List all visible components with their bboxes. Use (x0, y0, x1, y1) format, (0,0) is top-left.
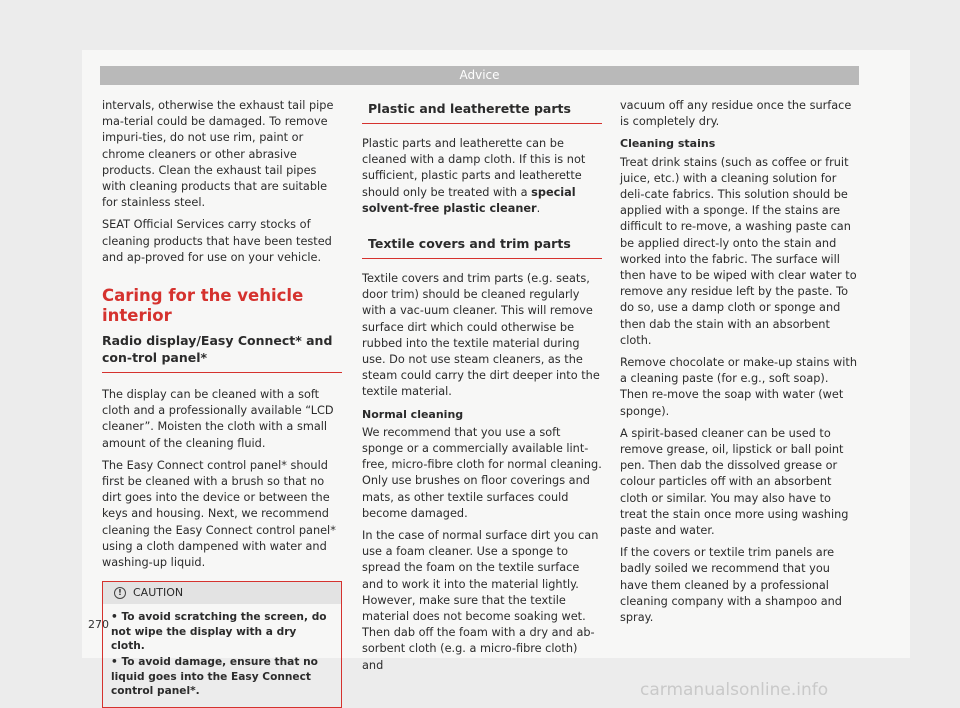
caution-bullet: • To avoid scratching the screen, do not wipe the display with a dry cloth. (111, 611, 327, 653)
paragraph: Remove chocolate or make-up stains with a cleaning paste (for e.g., soft soap). Then re-move the soap with water (wet sponge). (620, 356, 858, 418)
paragraph: A spirit-based cleaner can be used to remove grease, oil, lipstick or ball point pen. Then dab the dissolved grease or colour particles off with an absorbent cloth or similar. You may also have to treat the stain once more using washing paste and water. (620, 426, 849, 538)
emphasis-text: special solvent-free plastic cleaner (362, 185, 576, 215)
minor-heading: Cleaning stains (620, 137, 716, 151)
paragraph: In the case of normal surface dirt you can use a foam cleaner. Use a sponge to spread the foam on the textile surface and to work it into the material lightly. However, make sure that the textile material does not become soaking wet. Then dab off the foam with a dry and ab-sorbent cloth (e.g. a micro-fibre cloth) and (362, 529, 599, 672)
caution-bullet-text: To avoid damage, ensure that no liquid goes into the Easy Connect control panel*. (111, 656, 318, 698)
minor-heading: Normal cleaning (362, 407, 464, 421)
subsection-title: Plastic and leatherette parts (362, 98, 602, 124)
page-number: 270 (88, 618, 109, 631)
section-header: Advice (100, 66, 859, 85)
section-title: Caring for the vehicle interior (102, 286, 304, 326)
paragraph: intervals, otherwise the exhaust tail pipe ma-terial could be damaged. To remove impuri-ties, do not use rim, paint or chrome cleaners or other abrasive products. Clean the exhaust tail pipes with cleaning products that are suitable for stainless steel. (102, 99, 334, 210)
caution-bullet-text: To avoid scratching the screen, do not wipe the display with a dry cloth. (111, 611, 327, 653)
paragraph: vacuum off any residue once the surface is completely dry. (620, 99, 852, 129)
paragraph: The Easy Connect control panel* should first be cleaned with a brush so that no dirt goes into the device or between the keys and housing. Next, we recommend cleaning the Easy Connect control panel* using a cloth dampened with water and washing-up liquid. (102, 458, 336, 570)
paragraph-text: . (536, 201, 541, 215)
subsection-title: Radio display/Easy Connect* and con-trol panel* (102, 332, 342, 373)
watermark: carmanualsonline.info (640, 680, 829, 700)
paragraph: Treat drink stains (such as coffee or fruit juice, etc.) with a cleaning solution for deli-cate fabrics. This solution should be applied with a sponge. If the stains are difficult to re-move, a washing paste can be applied direct-ly onto the stain and worked into the fabric. The surface will then have to be wiped with clear water to remove any residue left by the paste. To do so, use a damp cloth or sponge and then dab the stain with an absorbent cloth. (620, 155, 857, 347)
warning-icon: ! (114, 587, 126, 599)
column-3 (620, 98, 860, 632)
paragraph: If the covers or textile trim panels are badly soiled we recommend that you have them cleaned by a professional cleaning company with a shampoo and spray. (620, 546, 842, 625)
paragraph: SEAT Official Services carry stocks of cleaning products that have been tested and ap-proved for use on your vehicle. (102, 218, 332, 264)
caution-box (102, 581, 342, 707)
subsection-title: Textile covers and trim parts (362, 233, 602, 259)
paragraph (362, 136, 602, 217)
caution-title: CAUTION (133, 586, 184, 600)
paragraph: Textile covers and trim parts (e.g. seats, door trim) should be cleaned regularly with a vac-uum cleaner. This will remove surface dirt which could otherwise be rubbed into the textile material during use. Do not use steam cleaners, as the steam could carry the dirt deeper into the textile material. (362, 272, 600, 399)
paragraph-text: Plastic parts and leatherette can be cleaned with a damp cloth. If this is not sufficient, plastic parts and leatherette should only be treated with a (362, 137, 586, 199)
caution-body (103, 604, 341, 706)
caution-bullet: • To avoid damage, ensure that no liquid goes into the Easy Connect control panel*. (111, 656, 318, 698)
paragraph: We recommend that you use a soft sponge or a commercially available lint-free, micro-fibre cloth for normal cleaning. Only use brushes on floor coverings and mats, as other textile surfaces could become damaged. (362, 425, 602, 520)
column-2 (362, 98, 602, 680)
paragraph: The display can be cleaned with a soft cloth and a professionally available “LCD cleaner”. Moisten the cloth with a small amount of the cleaning fluid. (102, 388, 334, 450)
column-1 (102, 98, 342, 708)
caution-header (103, 582, 341, 604)
